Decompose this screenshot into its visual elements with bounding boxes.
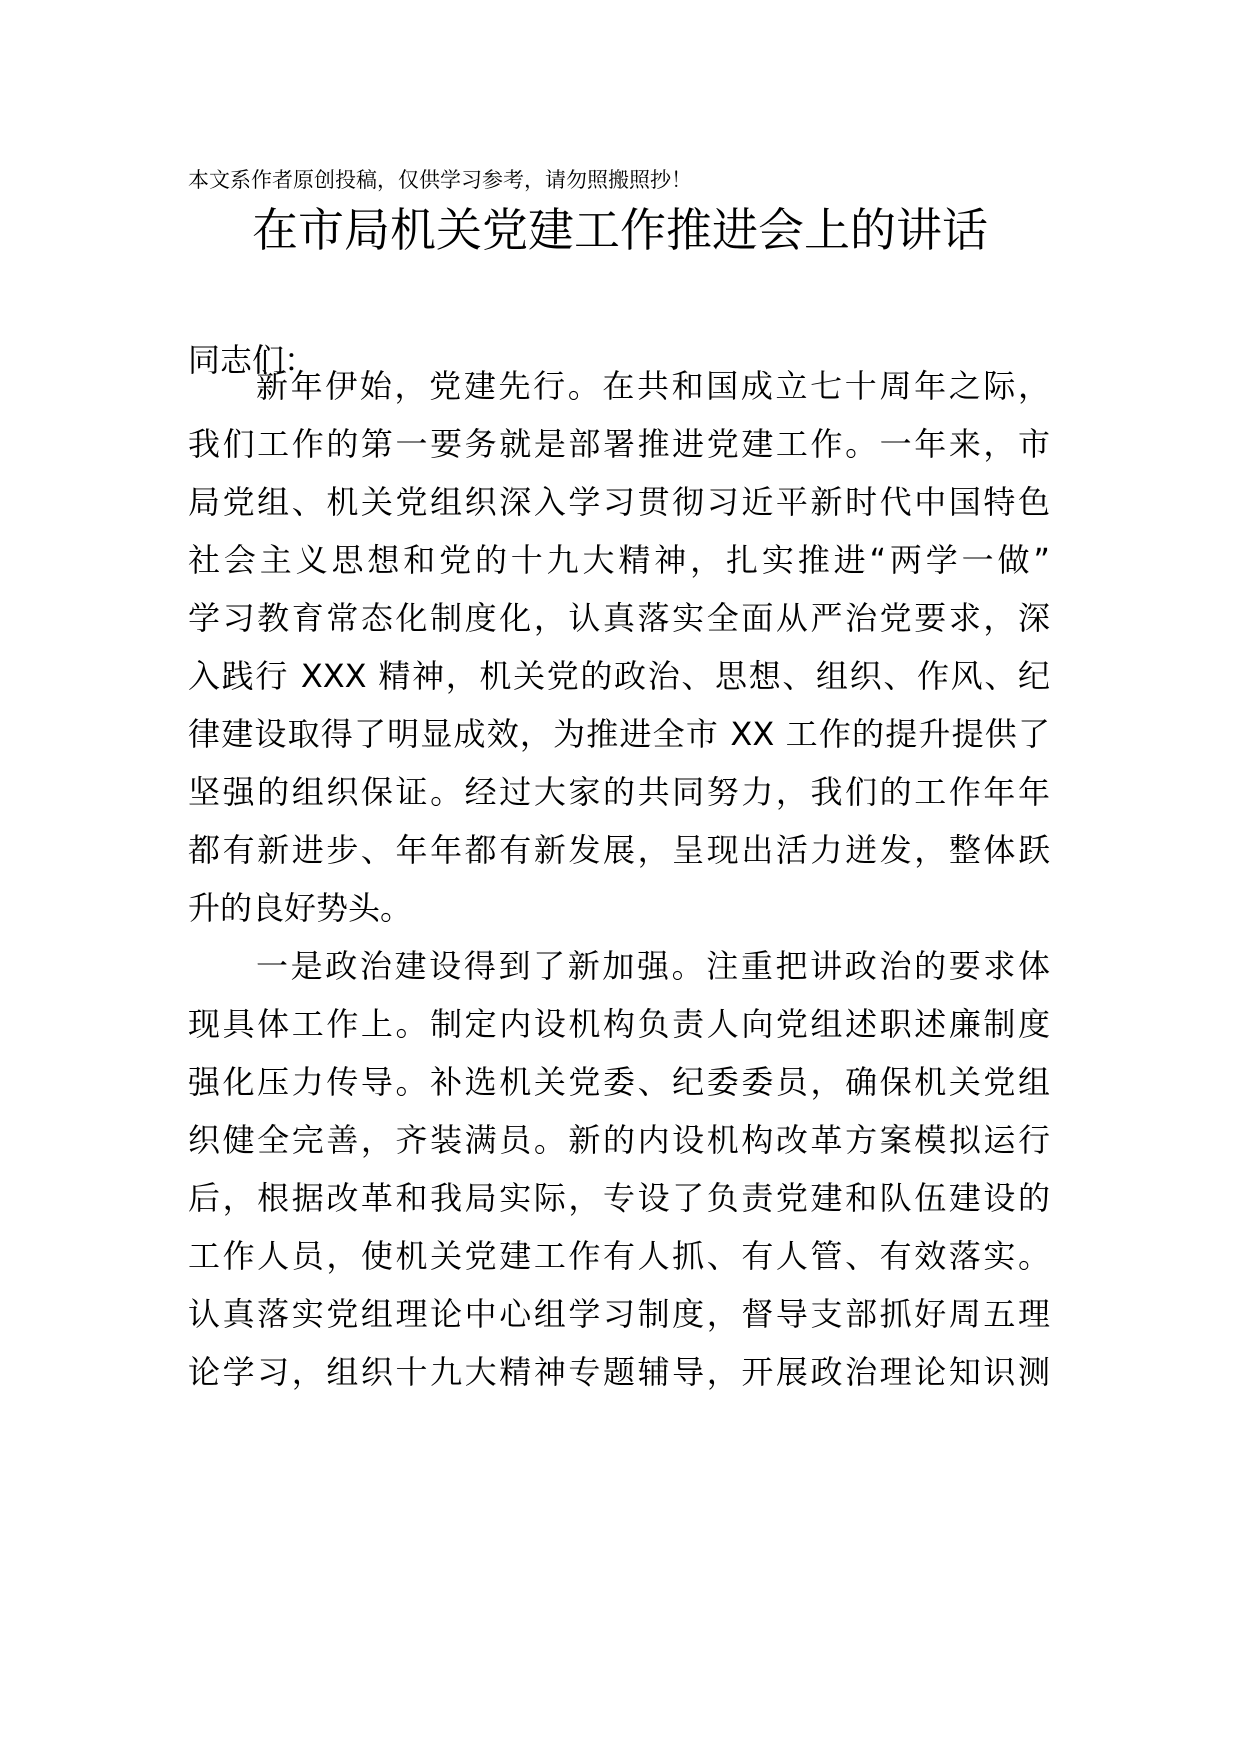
paragraph-line: 强化压力传导。补选机关党委、纪委委员，确保机关党组 [188,1063,1050,1101]
paragraph-line: 律建设取得了明显成效，为推进全市 XX 工作的提升提供了 [188,715,1050,753]
paragraph-line: 后，根据改革和我局实际，专设了负责党建和队伍建设的 [188,1179,1050,1217]
paragraph-line: 学习教育常态化制度化，认真落实全面从严治党要求，深 [188,599,1050,637]
paragraph-line: 现具体工作上。制定内设机构负责人向党组述职述廉制度 [188,1005,1050,1043]
salutation: 同志们： [188,341,317,379]
paragraph-line: 入践行 XXX 精神，机关党的政治、思想、组织、作风、纪 [188,657,1050,695]
paragraph-line: 坚强的组织保证。经过大家的共同努力，我们的工作年年 [188,773,1050,811]
paragraph-line: 都有新进步、年年都有新发展，呈现出活力迸发，整体跃 [188,831,1050,869]
paragraph-line: 认真落实党组理论中心组学习制度，督导支部抓好周五理 [188,1295,1050,1333]
paragraph-line: 我们工作的第一要务就是部署推进党建工作。一年来，市 [188,425,1050,463]
copyright-notice: 本文系作者原创投稿，仅供学习参考，请勿照搬照抄！ [188,168,692,192]
paragraph-line: 社会主义思想和党的十九大精神，扎实推进“两学一做” [188,541,1050,579]
paragraph-line: 一是政治建设得到了新加强。注重把讲政治的要求体 [256,947,1050,985]
paragraph-line: 局党组、机关党组织深入学习贯彻习近平新时代中国特色 [188,483,1050,521]
page-title: 在市局机关党建工作推进会上的讲话 [252,203,988,257]
paragraph-line: 新年伊始，党建先行。在共和国成立七十周年之际， [256,367,1050,405]
paragraph-line: 论学习，组织十九大精神专题辅导，开展政治理论知识测 [188,1353,1050,1391]
paragraph-line: 织健全完善，齐装满员。新的内设机构改革方案模拟运行 [188,1121,1050,1159]
paragraph-line: 升的良好势头。 [188,889,413,927]
paragraph-line: 工作人员，使机关党建工作有人抓、有人管、有效落实。 [188,1237,1050,1275]
